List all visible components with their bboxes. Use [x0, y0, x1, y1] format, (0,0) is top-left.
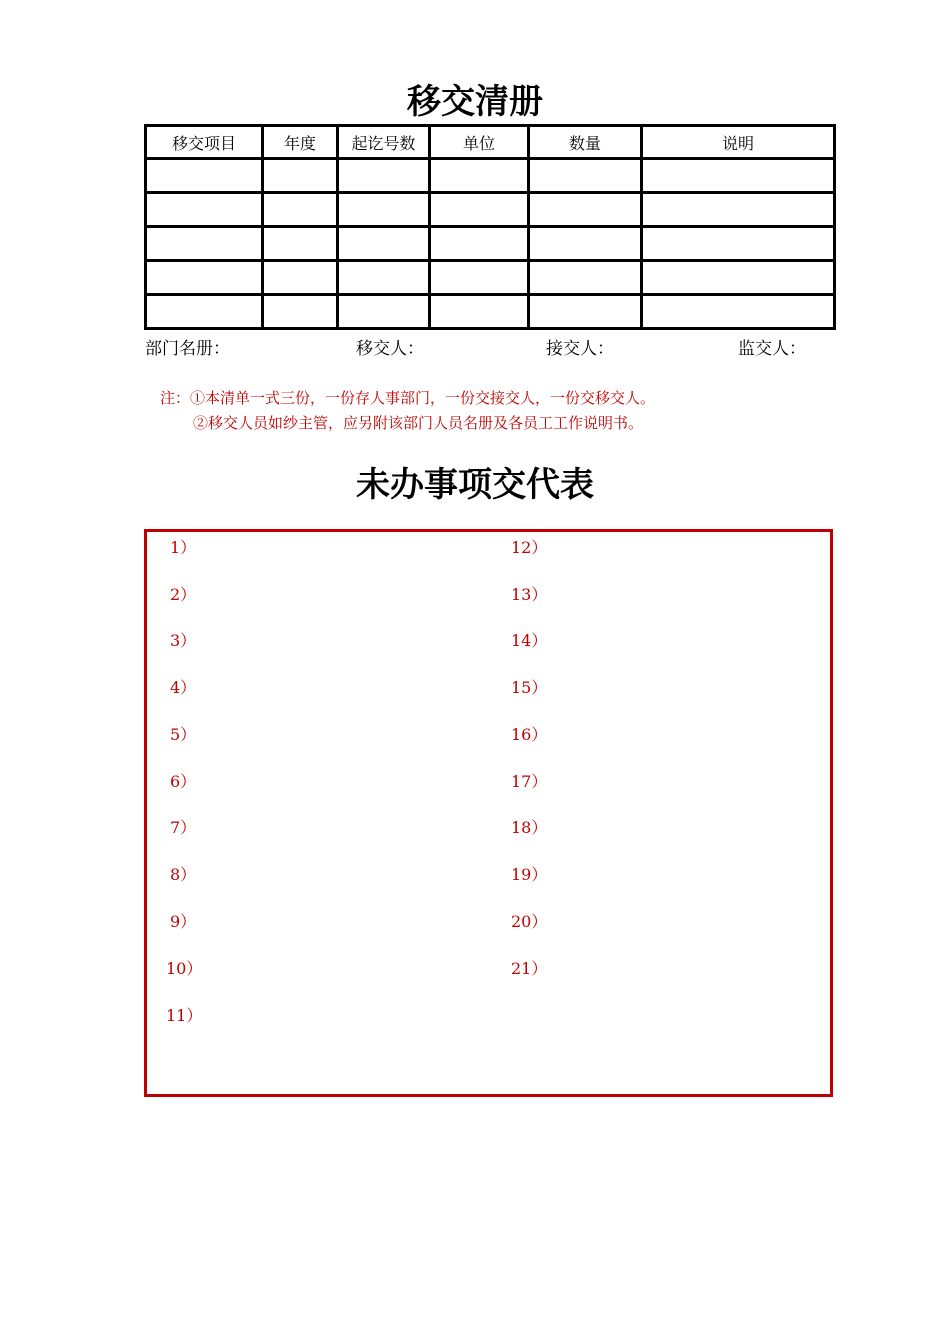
pending-item: 11） [166, 1006, 203, 1025]
pending-item: 5） [170, 725, 197, 744]
pending-item: 8） [170, 865, 197, 884]
table-cell[interactable] [642, 193, 835, 227]
column-header: 移交项目 [146, 126, 263, 159]
pending-items-box [144, 529, 833, 1097]
handover-table [144, 124, 836, 330]
table-row [146, 193, 835, 227]
table-cell[interactable] [430, 295, 529, 329]
table-row [146, 261, 835, 295]
pending-item: 16） [511, 725, 548, 744]
pending-item: 18） [511, 818, 548, 837]
pending-item: 3） [170, 631, 197, 650]
table-cell[interactable] [338, 159, 430, 193]
table-row [146, 295, 835, 329]
column-header: 单位 [430, 126, 529, 159]
column-header: 说明 [642, 126, 835, 159]
department-roster-label: 部门名册： [145, 339, 230, 359]
table-cell[interactable] [146, 295, 263, 329]
pending-item: 6） [170, 772, 197, 791]
table-cell[interactable] [338, 295, 430, 329]
pending-item: 15） [511, 678, 548, 697]
table-row [146, 227, 835, 261]
table-header-row [146, 126, 835, 159]
table-cell[interactable] [263, 159, 338, 193]
table-cell[interactable] [529, 193, 642, 227]
transferor-label: 移交人： [356, 339, 424, 359]
table-cell[interactable] [430, 193, 529, 227]
note-line-1: 注：①本清单一式三份，一份存人事部门，一份交接交人，一份交移交人。 [160, 389, 656, 407]
pending-item: 7） [170, 818, 197, 837]
pending-item: 4） [170, 678, 197, 697]
table-cell[interactable] [263, 193, 338, 227]
table-cell[interactable] [263, 295, 338, 329]
table-cell[interactable] [642, 159, 835, 193]
pending-item: 13） [511, 585, 548, 604]
table-cell[interactable] [430, 261, 529, 295]
table-cell[interactable] [146, 193, 263, 227]
table-cell[interactable] [642, 227, 835, 261]
column-header: 数量 [529, 126, 642, 159]
pending-item: 19） [511, 865, 548, 884]
handover-list-title: 移交清册 [407, 82, 543, 122]
table-cell[interactable] [338, 261, 430, 295]
table-cell[interactable] [146, 159, 263, 193]
pending-item: 9） [170, 912, 197, 931]
pending-item: 10） [166, 959, 203, 978]
column-header: 起讫号数 [338, 126, 430, 159]
pending-item: 21） [511, 959, 548, 978]
supervisor-label: 监交人： [738, 339, 806, 359]
table-cell[interactable] [263, 261, 338, 295]
pending-item: 20） [511, 912, 548, 931]
table-cell[interactable] [529, 227, 642, 261]
table-cell[interactable] [529, 295, 642, 329]
table-cell[interactable] [338, 193, 430, 227]
pending-item: 12） [511, 538, 548, 557]
table-cell[interactable] [529, 159, 642, 193]
pending-item: 14） [511, 631, 548, 650]
pending-item: 1） [170, 538, 197, 557]
table-cell[interactable] [642, 261, 835, 295]
table-cell[interactable] [146, 227, 263, 261]
table-cell[interactable] [338, 227, 430, 261]
table-cell[interactable] [263, 227, 338, 261]
pending-item: 2） [170, 585, 197, 604]
table-cell[interactable] [529, 261, 642, 295]
table-row [146, 159, 835, 193]
receiver-label: 接交人： [546, 339, 614, 359]
note-line-2: ②移交人员如纱主管，应另附该部门人员名册及各员工工作说明书。 [193, 414, 644, 432]
column-header: 年度 [263, 126, 338, 159]
table-cell[interactable] [146, 261, 263, 295]
table-cell[interactable] [642, 295, 835, 329]
table-cell[interactable] [430, 159, 529, 193]
pending-item: 17） [511, 772, 548, 791]
table-cell[interactable] [430, 227, 529, 261]
pending-items-title: 未办事项交代表 [356, 465, 594, 505]
